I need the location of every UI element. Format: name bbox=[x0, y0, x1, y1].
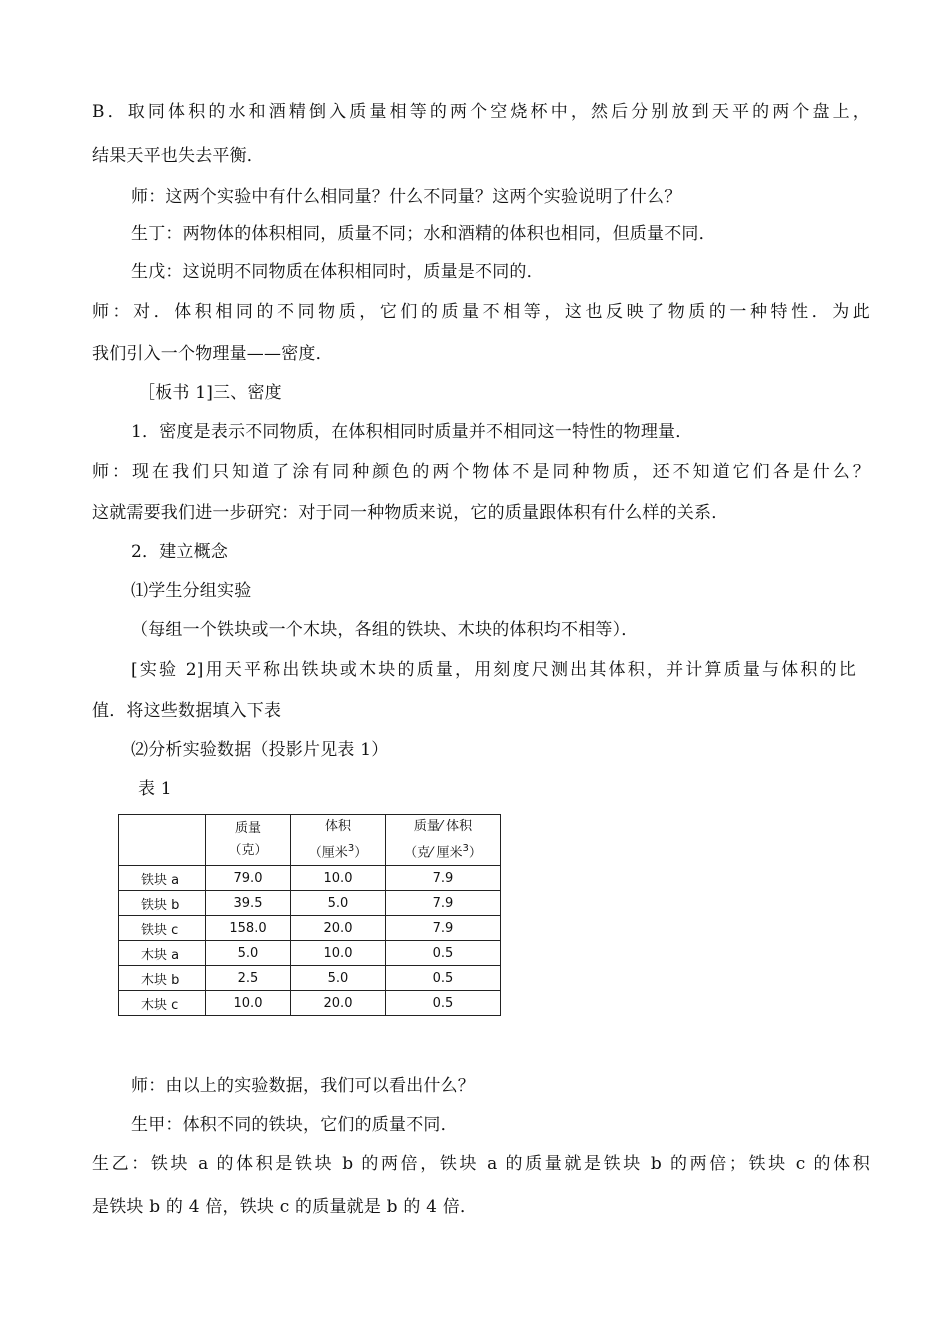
ratio-cell: 0.5 bbox=[386, 991, 501, 1016]
experiment-data-table bbox=[118, 814, 501, 1016]
board-note-heading: ［板书 1]三、密度 bbox=[138, 383, 282, 403]
student-jia-answer: 生甲：体积不同的铁块，它们的质量不同． bbox=[131, 1115, 458, 1135]
student-ding-answer: 生丁：两物体的体积相同，质量不同；水和酒精的体积也相同，但质量不同． bbox=[131, 224, 716, 244]
teacher-research-line2: 这就需要我们进一步研究：对于同一种物质来说，它的质量跟体积有什么样的关系． bbox=[92, 503, 729, 523]
student-yi-line1: 生乙：铁块 a 的体积是铁块 b 的两倍，铁块 a 的质量就是铁块 b 的两倍；铁块 c 的体积 bbox=[92, 1154, 870, 1174]
table-header-row bbox=[119, 815, 501, 866]
experiment2-line2: 值．将这些数据填入下表 bbox=[92, 701, 282, 721]
row-label: 铁块 a bbox=[119, 866, 206, 891]
mass-cell: 10.0 bbox=[206, 991, 291, 1016]
student-yi-line2: 是铁块 b 的 4 倍，铁块 c 的质量就是 b 的 4 倍． bbox=[92, 1197, 478, 1217]
row-label: 铁块 b bbox=[119, 891, 206, 916]
table-row bbox=[119, 966, 501, 991]
subsection-analyze-data: ⑵分析实验数据（投影片见表 1） bbox=[131, 740, 389, 760]
student-wu-answer: 生戊：这说明不同物质在体积相同时，质量是不同的． bbox=[131, 262, 544, 282]
teacher-density-line2: 我们引入一个物理量——密度． bbox=[92, 344, 333, 364]
density-definition: 1．密度是表示不同物质，在体积相同时质量并不相同这一特性的物理量． bbox=[131, 422, 693, 442]
teacher-density-line1: 师：对．体积相同的不同物质，它们的质量不相等，这也反映了物质的一种特性．为此 bbox=[92, 302, 870, 322]
subsection-group-experiment: ⑴学生分组实验 bbox=[131, 581, 252, 601]
table-header-mass: 质量 （克） bbox=[206, 815, 291, 866]
ratio-cell: 0.5 bbox=[386, 966, 501, 991]
table-row bbox=[119, 941, 501, 966]
row-label: 木块 b bbox=[119, 966, 206, 991]
volume-cell: 10.0 bbox=[291, 866, 386, 891]
row-label: 铁块 c bbox=[119, 916, 206, 941]
table-row bbox=[119, 891, 501, 916]
ratio-cell: 7.9 bbox=[386, 891, 501, 916]
ratio-cell: 7.9 bbox=[386, 916, 501, 941]
table-row bbox=[119, 866, 501, 891]
mass-cell: 2.5 bbox=[206, 966, 291, 991]
mass-cell: 79.0 bbox=[206, 866, 291, 891]
volume-cell: 20.0 bbox=[291, 991, 386, 1016]
table-row bbox=[119, 991, 501, 1016]
table-header-volume: 体积 （厘米$^3$） bbox=[291, 815, 386, 866]
table-row bbox=[119, 916, 501, 941]
ratio-cell: 0.5 bbox=[386, 941, 501, 966]
experiment2-line1: [实验 2]用天平称出铁块或木块的质量，用刻度尺测出其体积，并计算质量与体积的比 bbox=[131, 660, 856, 680]
volume-cell: 5.0 bbox=[291, 891, 386, 916]
volume-cell: 10.0 bbox=[291, 941, 386, 966]
row-label: 木块 c bbox=[119, 991, 206, 1016]
row-label: 木块 a bbox=[119, 941, 206, 966]
volume-cell: 5.0 bbox=[291, 966, 386, 991]
volume-cell: 20.0 bbox=[291, 916, 386, 941]
table-header-ratio: 质量⁄ 体积 （克⁄ 厘米$^3$） bbox=[386, 815, 501, 866]
teacher-what-observe: 师：由以上的实验数据，我们可以看出什么？ bbox=[131, 1076, 475, 1096]
mass-cell: 158.0 bbox=[206, 916, 291, 941]
ratio-cell: 7.9 bbox=[386, 866, 501, 891]
teacher-research-line1: 师：现在我们只知道了涂有同种颜色的两个物体不是同种物质，还不知道它们各是什么？ bbox=[92, 462, 870, 482]
paragraph-b-line1: B．取同体积的水和酒精倒入质量相等的两个空烧杯中，然后分别放到天平的两个盘上， bbox=[92, 102, 870, 122]
table-header-empty bbox=[119, 815, 206, 866]
mass-cell: 5.0 bbox=[206, 941, 291, 966]
group-note: （每组一个铁块或一个木块，各组的铁块、木块的体积均不相等）． bbox=[131, 620, 639, 640]
table-caption: 表 1 bbox=[138, 779, 172, 799]
teacher-question: 师：这两个实验中有什么相同量？什么不同量？这两个实验说明了什么？ bbox=[131, 187, 682, 207]
paragraph-b-line2: 结果天平也失去平衡． bbox=[92, 146, 264, 166]
mass-cell: 39.5 bbox=[206, 891, 291, 916]
section-build-concept: 2．建立概念 bbox=[131, 542, 229, 562]
